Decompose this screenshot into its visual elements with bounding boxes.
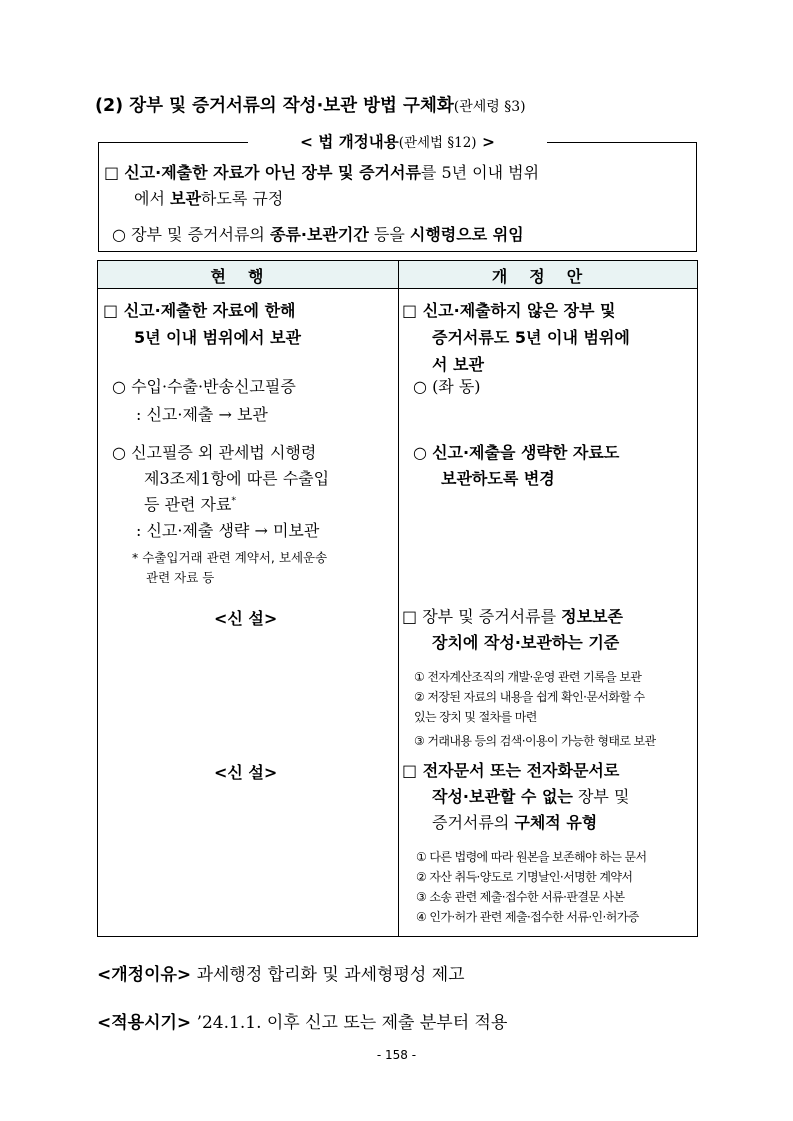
left-new-1: <신 설> (214, 609, 278, 628)
law-title-ref: (관세법 §12) (398, 135, 477, 151)
square-bullet: □ (104, 163, 120, 182)
revision-reason: <개정이유> 과세행정 합리화 및 과세형평성 제고 (97, 965, 465, 985)
right-item-3-line-1: ○ 신고·제출을 생략한 자료도 (413, 443, 620, 462)
header-revised: 개정안 (491, 267, 605, 286)
left-item-1-line-1: □ 신고·제출한 자료에 한해 (103, 301, 296, 320)
left-item-2-line-1: ○ 수입·수출·반송신고필증 (112, 377, 296, 396)
right-list-2-item-1: ① 다른 법령에 따라 원본을 보존해야 하는 문서 (416, 850, 647, 864)
left-item-3-line-1: ○ 신고필증 외 관세법 시행령 (112, 443, 317, 462)
header-current: 현행 (210, 267, 286, 286)
left-note-line-2: 관련 자료 등 (146, 570, 215, 585)
left-item-2-line-2: : 신고·제출 → 보관 (136, 405, 268, 424)
right-item-3-line-2: 보관하도록 변경 (441, 469, 555, 488)
law-box-left (98, 142, 99, 252)
left-item-3-line-2: 제3조제1항에 따른 수출입 (144, 469, 330, 488)
right-list-2-item-4: ④ 인가·허가 관련 제출·접수한 서류·인·허가증 (416, 910, 639, 924)
right-item-4-line-1: □ 장부 및 증거서류를 정보보존 (402, 607, 623, 626)
law-line-2: 에서 보관하도록 규정 (134, 189, 284, 208)
law-box-title: < 법 개정내용(관세법 §12) > (248, 130, 547, 152)
right-list-2-item-3: ③ 소송 관련 제출·접수한 서류·판결문 사본 (416, 890, 625, 904)
right-item-5-line-3: 증거서류의 구체적 유형 (432, 813, 598, 832)
left-new-2: <신 설> (214, 763, 278, 782)
left-item-3-line-4: : 신고·제출 생략 → 미보관 (136, 521, 320, 540)
right-item-4-line-2: 장치에 작성·보관하는 기준 (432, 633, 620, 652)
law-box-top-left (98, 142, 248, 143)
left-item-3-line-3: 등 관련 자료* (144, 495, 236, 514)
left-note-line-1: * 수출입거래 관련 계약서, 보세운송 (132, 550, 328, 565)
right-item-1-line-1: □ 신고·제출하지 않은 장부 및 (402, 301, 616, 320)
page-number: - 158 - (376, 1048, 417, 1062)
right-list-1-item-2: ② 저장된 자료의 내용을 쉽게 확인·문서화할 수 (414, 690, 645, 704)
right-item-5-line-2: 작성·보관할 수 없는 장부 및 (432, 787, 630, 806)
right-list-1-item-3: ③ 거래내용 등의 검색·이용이 가능한 형태로 보관 (414, 734, 656, 748)
right-item-5-line-1: □ 전자문서 또는 전자화문서로 (402, 761, 620, 780)
circle-bullet: ○ (112, 225, 126, 244)
heading-main: (2) 장부 및 증거서류의 작성·보관 방법 구체화 (95, 96, 454, 116)
table-column-divider (398, 260, 399, 937)
right-list-1-item-2b: 있는 장치 및 절차를 마련 (414, 710, 537, 724)
right-item-1-line-3: 서 보관 (432, 355, 484, 374)
right-item-1-line-2: 증거서류도 5년 이내 범위에 (432, 328, 630, 347)
law-box-bottom (98, 251, 697, 252)
right-list-2-item-2: ② 자산 취득·양도로 기명날인·서명한 계약서 (416, 870, 633, 884)
law-line-1: □ 신고·제출한 자료가 아닌 장부 및 증거서류를 5년 이내 범위 (104, 163, 540, 182)
law-line-3: ○ 장부 및 증거서류의 종류·보관기간 등을 시행령으로 위임 (112, 225, 524, 244)
law-box-top-right (547, 142, 697, 143)
section-heading (95, 92, 526, 117)
right-list-1-item-1: ① 전자계산조직의 개발·운영 관련 기록을 보관 (414, 670, 642, 684)
left-item-1-line-2: 5년 이내 범위에서 보관 (134, 328, 301, 347)
law-box-right (696, 142, 697, 252)
effective-date: <적용시기> ’24.1.1. 이후 신고 또는 제출 분부터 적용 (97, 1013, 508, 1033)
heading-ref: (관세령 §3) (453, 99, 526, 115)
right-item-2: ○ (좌 동) (413, 377, 481, 396)
